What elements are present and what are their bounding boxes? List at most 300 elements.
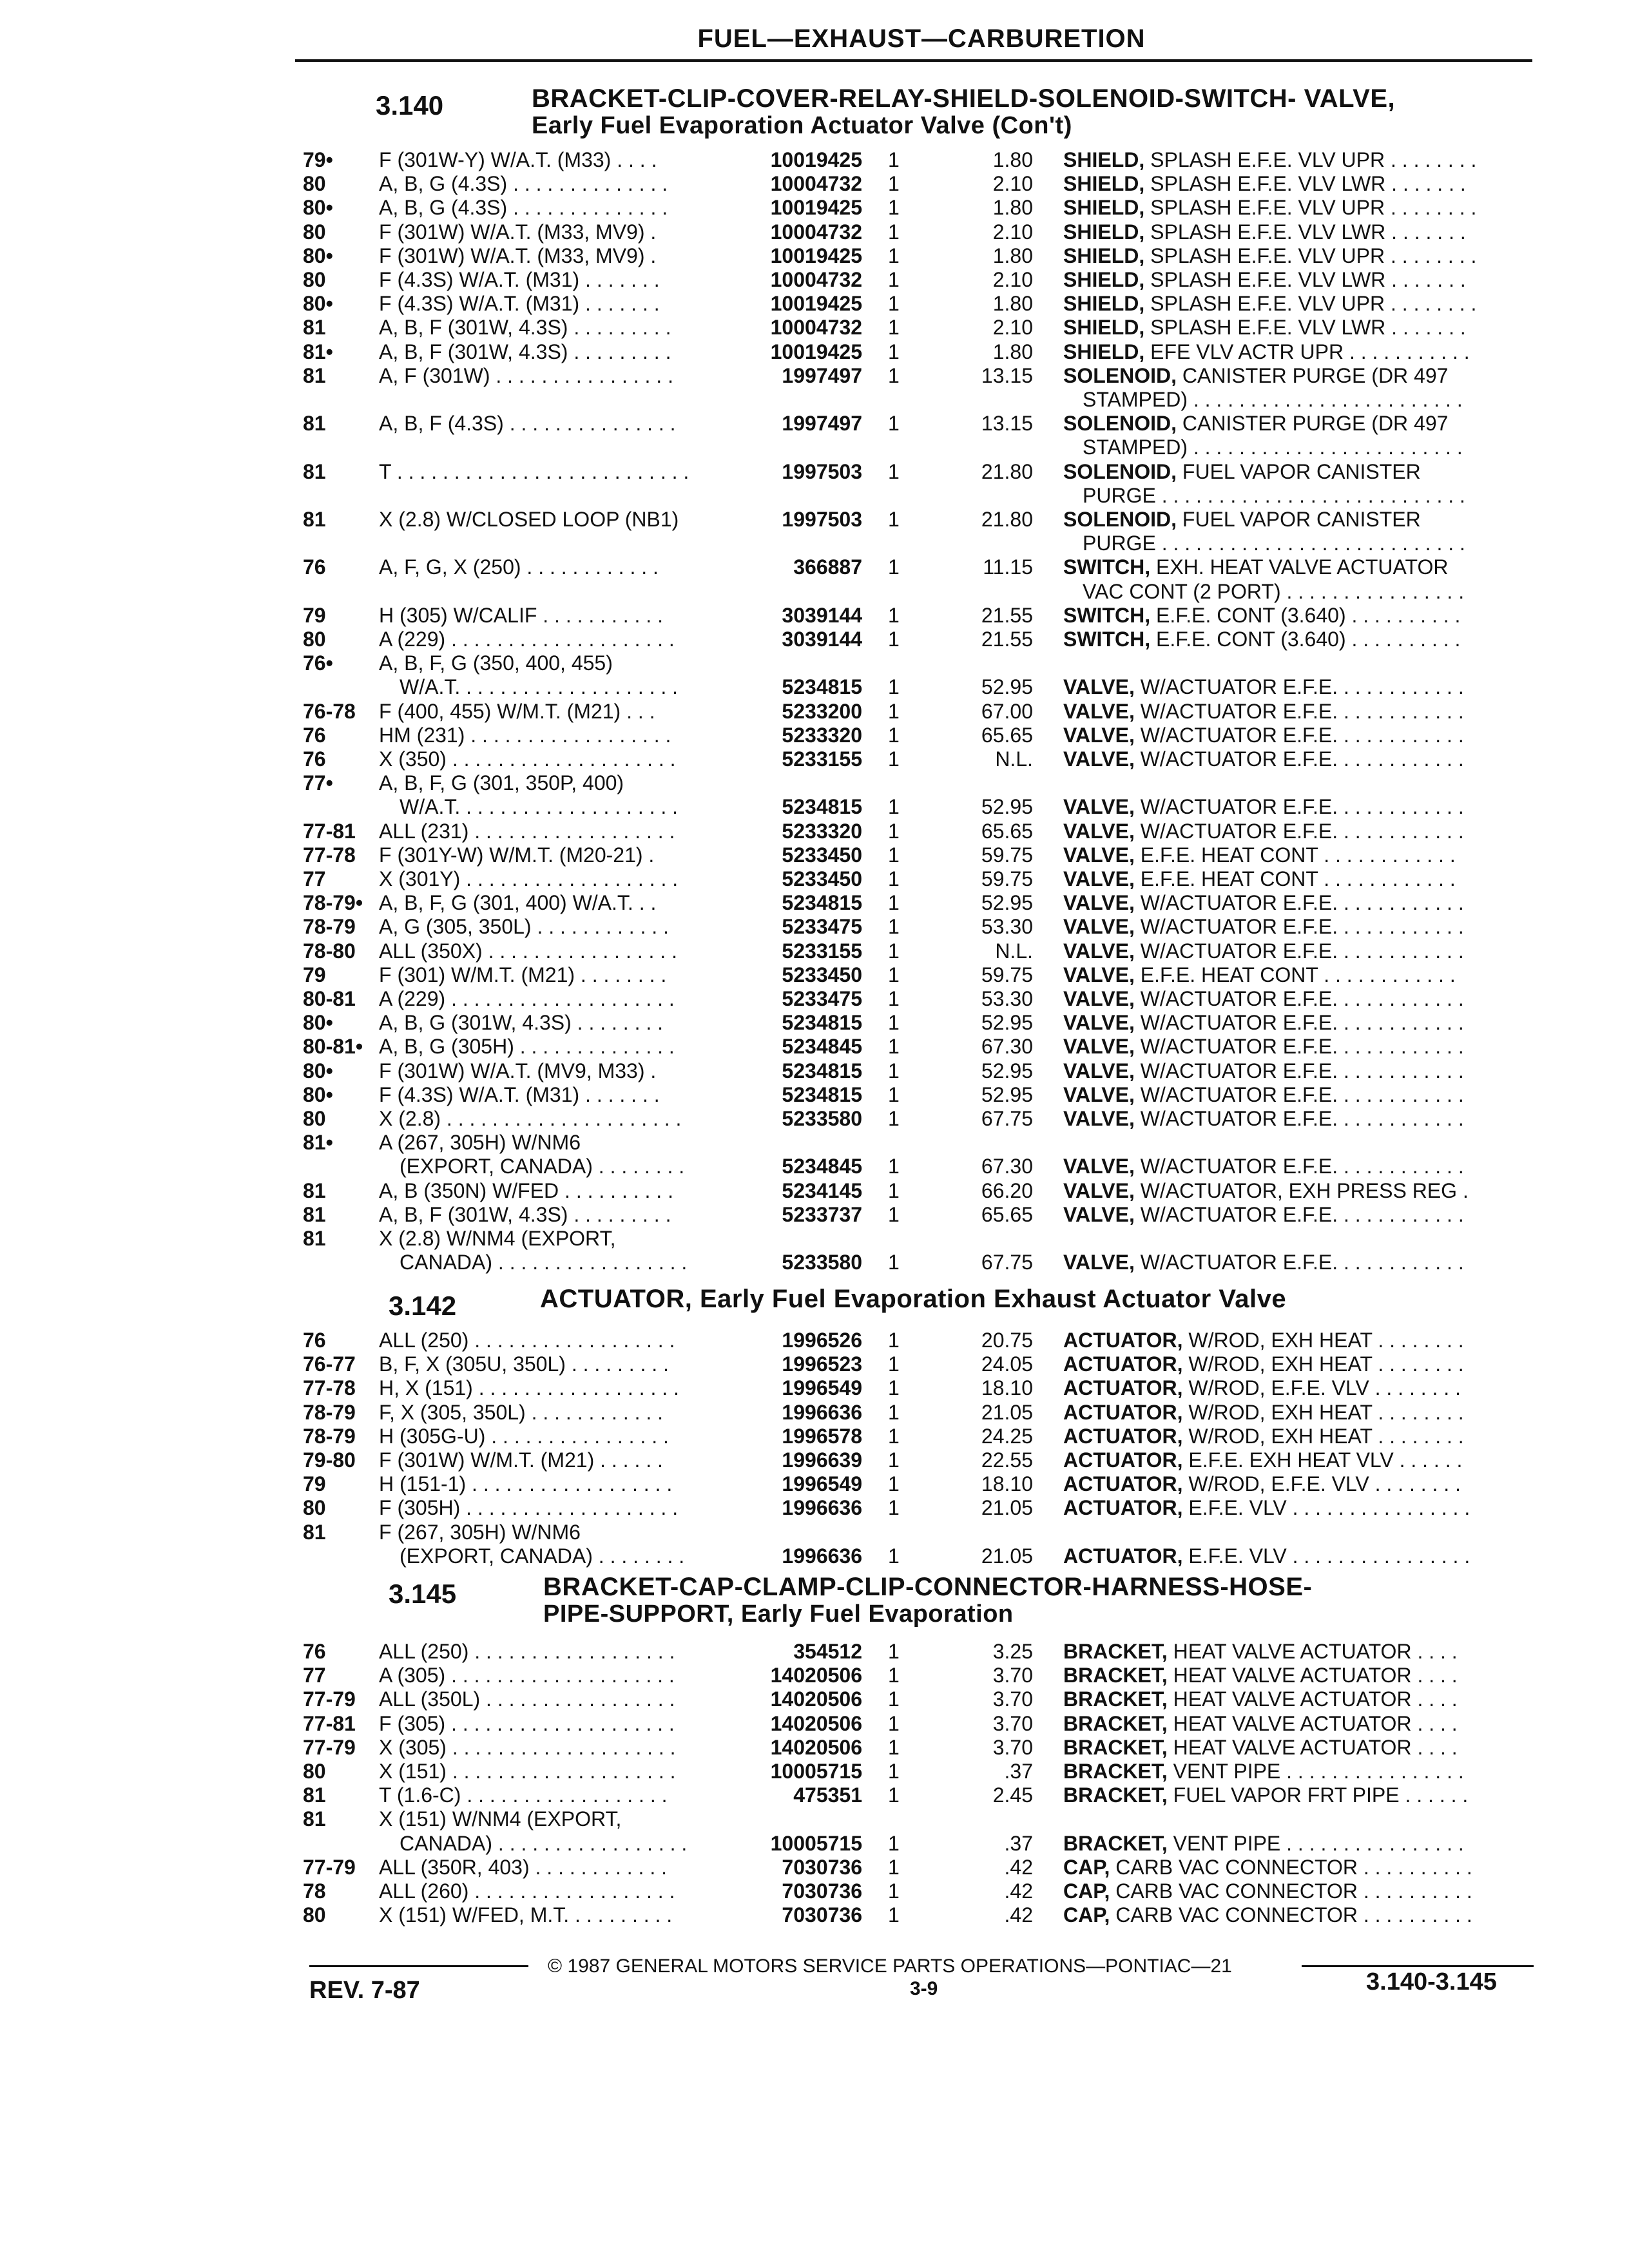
model-year: 80 — [303, 1496, 326, 1520]
part-name: SHIELD, — [1063, 220, 1145, 244]
price: .37 — [1004, 1760, 1033, 1783]
model-year: 81 — [303, 1783, 326, 1807]
quantity: 1 — [888, 628, 900, 651]
quantity: 1 — [888, 1760, 900, 1783]
model-applicability: ALL (260) . . . . . . . . . . . . . . . . . . — [379, 1879, 675, 1903]
footer-rule-right — [1302, 1965, 1534, 1967]
model-applicability: A (229) . . . . . . . . . . . . . . . . . . . . — [379, 987, 675, 1010]
price: 65.65 — [981, 1202, 1033, 1226]
part-name: VALVE, — [1063, 1011, 1135, 1035]
part-number: 1996636 — [782, 1496, 862, 1520]
part-detail: CARB VAC CONNECTOR . . . . . . . . . . — [1115, 1903, 1472, 1927]
part-description — [1063, 1059, 1534, 1082]
price: 21.80 — [981, 459, 1033, 483]
price: 67.30 — [981, 1035, 1033, 1059]
model-applicability: F (4.3S) W/A.T. (M31) . . . . . . . — [379, 1082, 660, 1106]
part-detail: HEAT VALVE ACTUATOR . . . . — [1173, 1640, 1458, 1663]
model-year: 77-79 — [303, 1735, 356, 1759]
part-description — [1063, 1832, 1534, 1855]
model-applicability-cont: W/A.T. . . . . . . . . . . . . . . . . . . . — [400, 795, 679, 819]
part-detail: VENT PIPE . . . . . . . . . . . . . . . . — [1173, 1760, 1464, 1783]
part-description — [1063, 292, 1534, 315]
quantity: 1 — [888, 1879, 900, 1903]
part-detail: W/ACTUATOR E.F.E. . . . . . . . . . . . — [1140, 1059, 1464, 1082]
model-year: 80 — [303, 1760, 326, 1783]
model-year: 81 — [303, 1202, 326, 1226]
price: 1.80 — [992, 340, 1033, 363]
quantity: 1 — [888, 891, 900, 915]
model-applicability: A, B, F, G (301, 350P, 400) — [379, 771, 624, 795]
part-number: 5233155 — [782, 747, 862, 771]
part-detail: HEAT VALVE ACTUATOR . . . . — [1173, 1711, 1458, 1735]
price: 24.05 — [981, 1352, 1033, 1376]
model-applicability: F (305H) . . . . . . . . . . . . . . . . . . . — [379, 1496, 679, 1520]
model-applicability: H, X (151) . . . . . . . . . . . . . . . . . . — [379, 1376, 679, 1400]
part-number: 5233155 — [782, 939, 862, 963]
part-description — [1063, 1664, 1534, 1687]
part-name: BRACKET, — [1063, 1783, 1168, 1807]
model-year: 78-79 — [303, 1400, 356, 1424]
part-detail: SPLASH E.F.E. VLV LWR . . . . . . . — [1150, 268, 1466, 291]
part-description — [1063, 1760, 1534, 1783]
part-number: 5234815 — [782, 1082, 862, 1106]
model-year: 80 — [303, 268, 326, 291]
part-name: VALVE, — [1063, 915, 1135, 939]
part-name: SHIELD, — [1063, 172, 1145, 196]
part-name: VALVE, — [1063, 963, 1135, 986]
model-year: 81• — [303, 340, 333, 363]
part-detail: W/ACTUATOR E.F.E. . . . . . . . . . . . — [1140, 723, 1464, 747]
part-number: 5233450 — [782, 963, 862, 986]
model-year: 80-81 — [303, 987, 356, 1010]
part-name: BRACKET, — [1063, 1760, 1168, 1783]
part-detail: W/ACTUATOR E.F.E. . . . . . . . . . . . — [1140, 1082, 1464, 1106]
price: 21.80 — [981, 508, 1033, 531]
part-number: 7030736 — [782, 1903, 862, 1927]
part-detail: W/ACTUATOR E.F.E. . . . . . . . . . . . — [1140, 1251, 1464, 1274]
part-description — [1063, 1155, 1534, 1178]
price: .37 — [1004, 1831, 1033, 1855]
price: 1.80 — [992, 148, 1033, 171]
part-name: ACTUATOR, — [1063, 1448, 1183, 1472]
part-detail: SPLASH E.F.E. VLV LWR . . . . . . . — [1150, 220, 1466, 244]
model-applicability: T . . . . . . . . . . . . . . . . . . . . . . . . . . — [379, 459, 689, 483]
quantity: 1 — [888, 867, 900, 890]
section-title — [540, 1285, 1286, 1312]
price: 67.30 — [981, 1155, 1033, 1178]
section-subtitle: PIPE-SUPPORT, Early Fuel Evaporation — [543, 1600, 1014, 1628]
part-description — [1063, 172, 1534, 195]
price: 65.65 — [981, 819, 1033, 843]
price: 3.70 — [992, 1664, 1033, 1687]
model-year: 81 — [303, 412, 326, 436]
part-description-cont: STAMPED) . . . . . . . . . . . . . . . . . . . . . . . . — [1083, 436, 1463, 459]
quantity: 1 — [888, 459, 900, 483]
section-number: 3.140 — [376, 90, 444, 120]
part-name: VALVE, — [1063, 1251, 1135, 1274]
part-number: 10019425 — [770, 292, 862, 316]
model-applicability: B, F, X (305U, 350L) . . . . . . . . . — [379, 1352, 669, 1376]
model-year: 79 — [303, 963, 326, 986]
quantity: 1 — [888, 699, 900, 723]
header-rule — [295, 59, 1532, 62]
part-description — [1063, 843, 1534, 867]
part-detail: W/ROD, EXH HEAT . . . . . . . . — [1188, 1424, 1464, 1448]
model-applicability-cont: (EXPORT, CANADA) . . . . . . . . — [400, 1544, 685, 1568]
model-year: 77-79 — [303, 1855, 356, 1879]
part-name: VALVE, — [1063, 675, 1135, 699]
part-name: ACTUATOR, — [1063, 1329, 1183, 1352]
model-year: 77-78 — [303, 1376, 356, 1400]
model-applicability: X (301Y) . . . . . . . . . . . . . . . . . . . — [379, 867, 679, 890]
model-year: 80• — [303, 292, 333, 316]
part-number: 1997503 — [782, 459, 862, 483]
section-title-line: BRACKET-CLIP-COVER-RELAY-SHIELD-SOLENOID-SWITCH- VALVE, — [532, 84, 1396, 113]
model-year: 81 — [303, 508, 326, 531]
part-detail: W/ACTUATOR E.F.E. . . . . . . . . . . . — [1140, 1011, 1464, 1035]
part-name: BRACKET, — [1063, 1664, 1168, 1687]
part-detail: W/ACTUATOR, EXH PRESS REG . — [1140, 1178, 1469, 1202]
part-detail: W/ACTUATOR E.F.E. . . . . . . . . . . . — [1140, 1202, 1464, 1226]
part-number: 14020506 — [770, 1687, 862, 1711]
part-description — [1063, 1856, 1534, 1879]
part-description — [1063, 891, 1534, 914]
part-description — [1063, 675, 1534, 698]
quantity: 1 — [888, 819, 900, 843]
part-detail: HEAT VALVE ACTUATOR . . . . — [1173, 1687, 1458, 1711]
quantity: 1 — [888, 1155, 900, 1178]
quantity: 1 — [888, 148, 900, 171]
price: 2.10 — [992, 172, 1033, 196]
page-header: FUEL—EXHAUST—CARBURETION — [697, 24, 1146, 53]
price: 59.75 — [981, 963, 1033, 986]
part-description — [1063, 1011, 1534, 1034]
quantity: 1 — [888, 603, 900, 627]
part-number: 5233450 — [782, 843, 862, 867]
part-name: VALVE, — [1063, 1107, 1135, 1130]
part-description — [1063, 1107, 1534, 1130]
part-number: 354512 — [793, 1640, 862, 1663]
part-name: SOLENOID, — [1063, 459, 1177, 483]
price: 3.70 — [992, 1735, 1033, 1759]
model-year: 80• — [303, 244, 333, 267]
part-name: ACTUATOR, — [1063, 1424, 1183, 1448]
footer-revision: REV. 7-87 — [309, 1977, 420, 2004]
model-applicability: ALL (231) . . . . . . . . . . . . . . . . . . — [379, 819, 675, 843]
part-description — [1063, 1640, 1534, 1663]
quantity: 1 — [888, 963, 900, 986]
part-number: 1997503 — [782, 508, 862, 531]
model-year: 80• — [303, 1059, 333, 1082]
part-name: ACTUATOR, — [1063, 1496, 1183, 1520]
part-name: VALVE, — [1063, 939, 1135, 963]
model-applicability: H (151-1) . . . . . . . . . . . . . . . . . . — [379, 1472, 673, 1496]
part-name: ACTUATOR, — [1063, 1376, 1183, 1400]
part-number: 5233580 — [782, 1107, 862, 1130]
price: 53.30 — [981, 915, 1033, 939]
model-applicability: A, B, F (301W, 4.3S) . . . . . . . . . — [379, 340, 671, 363]
model-applicability: H (305) W/CALIF . . . . . . . . . . . — [379, 603, 663, 627]
model-year: 81 — [303, 1178, 326, 1202]
model-applicability: X (2.8) W/NM4 (EXPORT, — [379, 1227, 616, 1250]
part-detail: E.F.E. VLV . . . . . . . . . . . . . . . . — [1188, 1544, 1470, 1568]
model-applicability: A, B, F, G (350, 400, 455) — [379, 651, 613, 675]
model-year: 80-81• — [303, 1035, 363, 1059]
model-year: 76 — [303, 723, 326, 747]
model-year: 80 — [303, 220, 326, 244]
model-year: 81 — [303, 363, 326, 387]
model-applicability: A, G (305, 350L) . . . . . . . . . . . . — [379, 915, 669, 939]
quantity: 1 — [888, 1544, 900, 1568]
quantity: 1 — [888, 1783, 900, 1807]
part-name: VALVE, — [1063, 747, 1135, 771]
model-year: 76-78 — [303, 699, 356, 723]
model-year: 80 — [303, 172, 326, 196]
part-description — [1063, 196, 1534, 219]
part-name: VALVE, — [1063, 1035, 1135, 1059]
part-description — [1063, 1903, 1534, 1927]
part-description — [1063, 364, 1534, 387]
price: 52.95 — [981, 1059, 1033, 1082]
model-applicability-cont: CANADA) . . . . . . . . . . . . . . . . . — [400, 1831, 688, 1855]
model-year: 79-80 — [303, 1448, 356, 1472]
model-applicability: F, X (305, 350L) . . . . . . . . . . . . — [379, 1400, 664, 1424]
part-description — [1063, 963, 1534, 986]
part-number: 5234815 — [782, 675, 862, 699]
price: N.L. — [995, 939, 1033, 963]
section-title-line: BRACKET-CAP-CLAMP-CLIP-CONNECTOR-HARNESS-HOSE- — [543, 1573, 1313, 1601]
footer-rule-left — [309, 1965, 528, 1967]
price: 22.55 — [981, 1448, 1033, 1472]
part-description — [1063, 460, 1534, 483]
part-detail: EFE VLV ACTR UPR . . . . . . . . . . . — [1150, 340, 1470, 363]
model-year: 80 — [303, 1107, 326, 1130]
model-year: 76-77 — [303, 1352, 356, 1376]
part-number: 5233737 — [782, 1202, 862, 1226]
model-year: 80• — [303, 196, 333, 220]
part-description — [1063, 915, 1534, 938]
part-description — [1063, 1352, 1534, 1376]
part-description — [1063, 1544, 1534, 1568]
model-applicability: T (1.6-C) . . . . . . . . . . . . . . . . . . — [379, 1783, 668, 1807]
model-year: 79 — [303, 603, 326, 627]
model-applicability: X (151) W/FED, M.T. . . . . . . . . . — [379, 1903, 673, 1927]
part-name: SHIELD, — [1063, 244, 1145, 267]
part-name: VALVE, — [1063, 699, 1135, 723]
part-detail: W/ACTUATOR E.F.E. . . . . . . . . . . . — [1140, 1107, 1464, 1130]
part-name: VALVE, — [1063, 723, 1135, 747]
part-description — [1063, 1035, 1534, 1058]
part-number: 10019425 — [770, 196, 862, 220]
part-description-cont: PURGE . . . . . . . . . . . . . . . . . . . . . . . . . . . — [1083, 483, 1465, 507]
quantity: 1 — [888, 1687, 900, 1711]
part-description — [1063, 604, 1534, 627]
part-description — [1063, 555, 1534, 579]
model-year: 77• — [303, 771, 333, 795]
part-detail: SPLASH E.F.E. VLV UPR . . . . . . . . — [1150, 244, 1477, 267]
part-number: 5233475 — [782, 915, 862, 939]
part-name: ACTUATOR, — [1063, 1400, 1183, 1424]
model-applicability: A (267, 305H) W/NM6 — [379, 1131, 581, 1155]
footer-page-number: 3-9 — [910, 1978, 938, 1999]
quantity: 1 — [888, 196, 900, 220]
part-detail: W/ACTUATOR E.F.E. . . . . . . . . . . . — [1140, 939, 1464, 963]
part-number: 1996549 — [782, 1472, 862, 1496]
price: 52.95 — [981, 1011, 1033, 1035]
model-applicability: ALL (250) . . . . . . . . . . . . . . . . . . — [379, 1329, 675, 1352]
part-detail: E.F.E. EXH HEAT VLV . . . . . . — [1188, 1448, 1463, 1472]
part-name: VALVE, — [1063, 987, 1135, 1010]
part-name: SHIELD, — [1063, 196, 1145, 220]
part-description — [1063, 700, 1534, 723]
price: 52.95 — [981, 891, 1033, 915]
part-name: CAP, — [1063, 1879, 1110, 1903]
part-description-cont: PURGE . . . . . . . . . . . . . . . . . . . . . . . . . . . — [1083, 532, 1465, 555]
model-applicability: X (2.8) W/CLOSED LOOP (NB1) — [379, 508, 679, 531]
model-year: 77-81 — [303, 819, 356, 843]
part-name: BRACKET, — [1063, 1687, 1168, 1711]
part-number: 10019425 — [770, 340, 862, 363]
part-description — [1063, 1376, 1534, 1399]
quantity: 1 — [888, 795, 900, 819]
quantity: 1 — [888, 1735, 900, 1759]
model-applicability: A (229) . . . . . . . . . . . . . . . . . . . . — [379, 628, 675, 651]
model-applicability: F (4.3S) W/A.T. (M31) . . . . . . . — [379, 292, 660, 316]
model-applicability: F (400, 455) W/M.T. (M21) . . . — [379, 699, 655, 723]
part-detail: HEAT VALVE ACTUATOR . . . . — [1173, 1664, 1458, 1687]
model-year: 81 — [303, 316, 326, 340]
part-name: SWITCH, — [1063, 603, 1151, 627]
part-detail: W/ACTUATOR E.F.E. . . . . . . . . . . . — [1140, 747, 1464, 771]
part-number: 10004732 — [770, 220, 862, 244]
price: 59.75 — [981, 867, 1033, 890]
part-name: VALVE, — [1063, 1082, 1135, 1106]
part-detail: FUEL VAPOR CANISTER — [1182, 459, 1421, 483]
price: 53.30 — [981, 987, 1033, 1010]
part-name: SWITCH, — [1063, 555, 1151, 579]
part-name: SHIELD, — [1063, 268, 1145, 291]
price: 11.15 — [983, 555, 1033, 579]
part-detail: CARB VAC CONNECTOR . . . . . . . . . . — [1115, 1855, 1472, 1879]
part-description — [1063, 412, 1534, 435]
model-applicability: A, B, F (4.3S) . . . . . . . . . . . . . . . — [379, 412, 676, 436]
model-year: 80 — [303, 628, 326, 651]
part-description — [1063, 1496, 1534, 1519]
price: .42 — [1004, 1855, 1033, 1879]
quantity: 1 — [888, 316, 900, 340]
model-year: 78-79 — [303, 1424, 356, 1448]
part-detail: W/ACTUATOR E.F.E. . . . . . . . . . . . — [1140, 675, 1464, 699]
part-name: ACTUATOR, — [1063, 1472, 1183, 1496]
model-year: 77-79 — [303, 1687, 356, 1711]
model-year: 79 — [303, 1472, 326, 1496]
model-applicability: ALL (350L) . . . . . . . . . . . . . . . . . — [379, 1687, 675, 1711]
part-description — [1063, 1401, 1534, 1424]
quantity: 1 — [888, 292, 900, 316]
quantity: 1 — [888, 987, 900, 1010]
price: 1.80 — [992, 292, 1033, 316]
price: 18.10 — [981, 1376, 1033, 1400]
part-number: 366887 — [793, 555, 862, 579]
price: 13.15 — [981, 363, 1033, 387]
part-detail: W/ACTUATOR E.F.E. . . . . . . . . . . . — [1140, 819, 1464, 843]
price: 1.80 — [992, 244, 1033, 267]
part-number: 5234815 — [782, 891, 862, 915]
part-name: SHIELD, — [1063, 292, 1145, 316]
price: 2.10 — [992, 268, 1033, 291]
part-description — [1063, 1712, 1534, 1735]
model-applicability-cont: W/A.T. . . . . . . . . . . . . . . . . . . . — [400, 675, 679, 699]
part-number: 3039144 — [782, 628, 862, 651]
part-number: 5233200 — [782, 699, 862, 723]
part-number: 5233580 — [782, 1251, 862, 1274]
price: 24.25 — [981, 1424, 1033, 1448]
quantity: 1 — [888, 1831, 900, 1855]
model-year: 81 — [303, 1520, 326, 1544]
part-number: 5234815 — [782, 795, 862, 819]
part-description — [1063, 1783, 1534, 1807]
part-description — [1063, 1736, 1534, 1759]
part-detail: W/ACTUATOR E.F.E. . . . . . . . . . . . — [1140, 891, 1464, 915]
part-description-cont: STAMPED) . . . . . . . . . . . . . . . . . . . . . . . . — [1083, 387, 1463, 411]
model-applicability: A, B, G (301W, 4.3S) . . . . . . . . — [379, 1011, 664, 1035]
quantity: 1 — [888, 915, 900, 939]
part-description — [1063, 747, 1534, 771]
model-applicability: A, F, G, X (250) . . . . . . . . . . . . — [379, 555, 659, 579]
part-detail: SPLASH E.F.E. VLV UPR . . . . . . . . — [1150, 148, 1477, 171]
quantity: 1 — [888, 244, 900, 267]
part-description — [1063, 939, 1534, 963]
part-detail: E.F.E. HEAT CONT . . . . . . . . . . . . — [1140, 963, 1456, 986]
model-applicability: X (2.8) . . . . . . . . . . . . . . . . . . . . . — [379, 1107, 682, 1130]
part-name: CAP, — [1063, 1903, 1110, 1927]
quantity: 1 — [888, 1059, 900, 1082]
model-year: 81 — [303, 459, 326, 483]
part-detail: W/ROD, EXH HEAT . . . . . . . . — [1188, 1329, 1464, 1352]
part-detail: VENT PIPE . . . . . . . . . . . . . . . . — [1173, 1831, 1464, 1855]
quantity: 1 — [888, 1352, 900, 1376]
quantity: 1 — [888, 1855, 900, 1879]
part-number: 10004732 — [770, 172, 862, 196]
price: 21.05 — [981, 1496, 1033, 1520]
price: 52.95 — [981, 795, 1033, 819]
part-description — [1063, 724, 1534, 747]
part-number: 475351 — [793, 1783, 862, 1807]
part-number: 1996578 — [782, 1424, 862, 1448]
part-name: VALVE, — [1063, 1202, 1135, 1226]
quantity: 1 — [888, 1496, 900, 1520]
part-number: 14020506 — [770, 1664, 862, 1687]
price: N.L. — [995, 747, 1033, 771]
quantity: 1 — [888, 1035, 900, 1059]
part-detail: SPLASH E.F.E. VLV LWR . . . . . . . — [1150, 172, 1466, 196]
model-year: 78-79 — [303, 915, 356, 939]
model-year: 81 — [303, 1227, 326, 1250]
model-applicability: F (301W) W/A.T. (M33, MV9) . — [379, 244, 657, 267]
part-name: CAP, — [1063, 1855, 1110, 1879]
model-applicability: F (301W) W/M.T. (M21) . . . . . . — [379, 1448, 663, 1472]
part-detail: W/ROD, E.F.E. VLV . . . . . . . . — [1188, 1472, 1461, 1496]
quantity: 1 — [888, 1329, 900, 1352]
model-applicability: A, F (301W) . . . . . . . . . . . . . . . . — [379, 363, 673, 387]
part-name: VALVE, — [1063, 867, 1135, 890]
quantity: 1 — [888, 1376, 900, 1400]
part-description — [1063, 244, 1534, 267]
price: 3.70 — [992, 1711, 1033, 1735]
part-description-cont: VAC CONT (2 PORT) . . . . . . . . . . . . . . . . — [1083, 579, 1465, 603]
model-year: 78 — [303, 1879, 326, 1903]
part-detail: E.F.E. HEAT CONT . . . . . . . . . . . . — [1140, 867, 1456, 890]
